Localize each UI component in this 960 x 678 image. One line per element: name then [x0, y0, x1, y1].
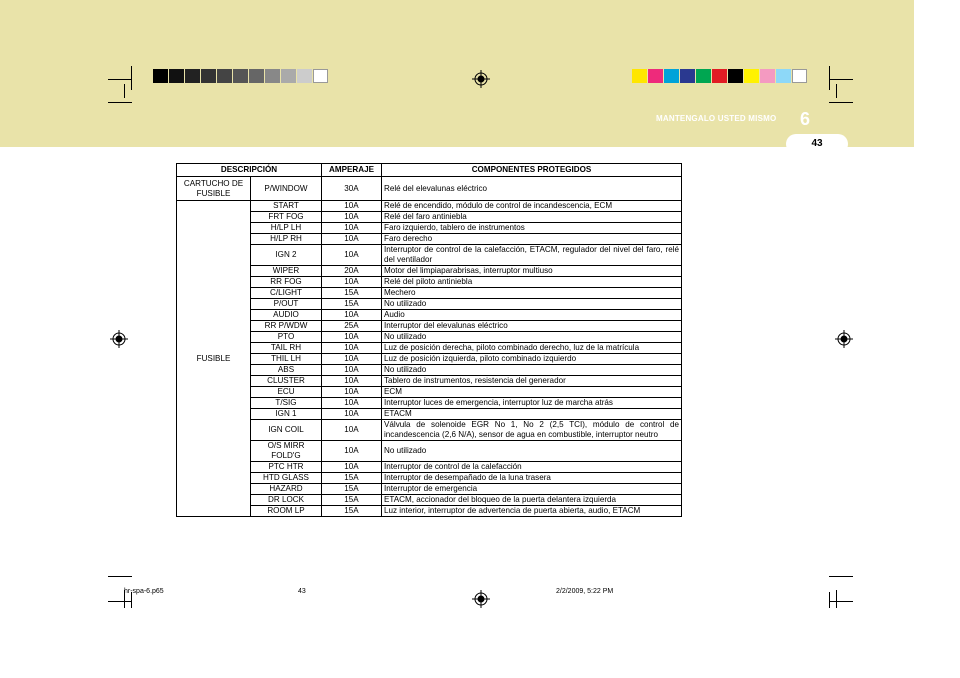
- fuse-component: No utilizado: [382, 332, 682, 343]
- fuse-amperage: 10A: [322, 354, 382, 365]
- color-swatch: [185, 69, 200, 83]
- table-row: [177, 409, 682, 420]
- table-row: [177, 387, 682, 398]
- fuse-name: START: [251, 201, 322, 212]
- fuse-name: AUDIO: [251, 310, 322, 321]
- fuse-name: FRT FOG: [251, 212, 322, 223]
- fuse-component: Relé de encendido, módulo de control de incandescencia, ECM: [382, 201, 682, 212]
- color-swatch: [776, 69, 791, 83]
- table-header-row: [177, 164, 682, 177]
- fuse-component: ETACM, accionador del bloqueo de la puerta delantera izquierda: [382, 495, 682, 506]
- fuse-amperage: 15A: [322, 484, 382, 495]
- fuse-amperage: 10A: [322, 223, 382, 234]
- table-row: [177, 299, 682, 310]
- fuse-name: H/LP RH: [251, 234, 322, 245]
- fuse-amperage: 10A: [322, 277, 382, 288]
- color-swatch: [201, 69, 216, 83]
- crop-mark: [108, 102, 132, 103]
- table-row: [177, 201, 682, 212]
- table-row: [177, 212, 682, 223]
- color-swatch: [632, 69, 647, 83]
- crop-mark: [836, 590, 837, 608]
- registration-mark-icon: [472, 70, 490, 88]
- table-row: [177, 398, 682, 409]
- fuse-amperage: 10A: [322, 343, 382, 354]
- fuse-amperage: 10A: [322, 387, 382, 398]
- page-number: 43: [811, 138, 823, 149]
- fuse-name: HTD GLASS: [251, 473, 322, 484]
- color-swatch: [696, 69, 711, 83]
- fuse-name: RR FOG: [251, 277, 322, 288]
- fuse-name: PTO: [251, 332, 322, 343]
- fuse-amperage: 10A: [322, 441, 382, 462]
- table-row: [177, 234, 682, 245]
- fuse-component: Interruptor de control de la calefacción, ETACM, regulador del nivel del faro, relé del ventilador: [382, 245, 682, 266]
- table-row: [177, 266, 682, 277]
- chapter-number: 6: [799, 109, 810, 129]
- fuse-component: Interruptor de emergencia: [382, 484, 682, 495]
- cmyk-color-bar: [632, 69, 808, 83]
- color-swatch: [712, 69, 727, 83]
- color-swatch: [297, 69, 312, 83]
- fuse-component: Tablero de instrumentos, resistencia del generador: [382, 376, 682, 387]
- crop-mark: [124, 84, 125, 98]
- color-swatch: [249, 69, 264, 83]
- fuse-component: Motor del limpiaparabrisas, interruptor multiuso: [382, 266, 682, 277]
- table-row: [177, 321, 682, 332]
- fuse-component: Luz de posición derecha, piloto combinado derecho, luz de la matrícula: [382, 343, 682, 354]
- color-swatch: [728, 69, 743, 83]
- header-componentes: COMPONENTES PROTEGIDOS: [382, 164, 682, 177]
- color-swatch: [153, 69, 168, 83]
- fuse-amperage: 10A: [322, 398, 382, 409]
- table-row: [177, 495, 682, 506]
- fuse-component: ECM: [382, 387, 682, 398]
- color-swatch: [648, 69, 663, 83]
- fuse-amperage: 10A: [322, 365, 382, 376]
- color-swatch: [792, 69, 807, 83]
- fuse-component: Luz de posición izquierda, piloto combinado izquierdo: [382, 354, 682, 365]
- fuse-name: ECU: [251, 387, 322, 398]
- fuse-component: No utilizado: [382, 441, 682, 462]
- crop-mark: [829, 66, 830, 90]
- fuse-name: RR P/WDW: [251, 321, 322, 332]
- table-row: [177, 354, 682, 365]
- fuse-name: O/S MIRR FOLD'G: [251, 441, 322, 462]
- table-row: [177, 223, 682, 234]
- fuse-component: Interruptor luces de emergencia, interruptor luz de marcha atrás: [382, 398, 682, 409]
- table-row: [177, 420, 682, 441]
- fuse-table: [176, 163, 682, 517]
- fuse-name: ABS: [251, 365, 322, 376]
- fuse-component: Interruptor de control de la calefacción: [382, 462, 682, 473]
- fuse-name: THIL LH: [251, 354, 322, 365]
- fuse-amperage: 10A: [322, 420, 382, 441]
- fuse-name: IGN COIL: [251, 420, 322, 441]
- crop-mark: [108, 79, 132, 80]
- fuse-component: ETACM: [382, 409, 682, 420]
- color-swatch: [233, 69, 248, 83]
- grayscale-color-bar: [153, 69, 329, 83]
- fuse-name: TAIL RH: [251, 343, 322, 354]
- fuse-name: IGN 1: [251, 409, 322, 420]
- fuse-component: No utilizado: [382, 299, 682, 310]
- fuse-name: ROOM LP: [251, 506, 322, 517]
- fuse-name: CLUSTER: [251, 376, 322, 387]
- table-row: [177, 473, 682, 484]
- color-swatch: [664, 69, 679, 83]
- crop-mark: [836, 84, 837, 98]
- fuse-amperage: 10A: [322, 245, 382, 266]
- fuse-name: WIPER: [251, 266, 322, 277]
- table-row: [177, 332, 682, 343]
- crop-mark: [829, 576, 853, 577]
- fuse-name: DR LOCK: [251, 495, 322, 506]
- color-swatch: [313, 69, 328, 83]
- fuse-name: P/WINDOW: [251, 177, 322, 201]
- table-row: [177, 245, 682, 266]
- fuse-amperage: 15A: [322, 288, 382, 299]
- fuse-name: HAZARD: [251, 484, 322, 495]
- fuse-amperage: 10A: [322, 212, 382, 223]
- footer-file: hr-spa-6.p65: [124, 588, 164, 595]
- fuse-amperage: 25A: [322, 321, 382, 332]
- registration-mark-icon: [472, 590, 490, 608]
- fuse-amperage: 10A: [322, 201, 382, 212]
- color-swatch: [169, 69, 184, 83]
- fuse-component: Válvula de solenoide EGR No 1, No 2 (2,5 TCI), módulo de control de incandescencia (2,6 N/A), sensor de agua en combustible, interruptor neutro: [382, 420, 682, 441]
- table-row: [177, 288, 682, 299]
- fuse-amperage: 15A: [322, 506, 382, 517]
- fusible-label: FUSIBLE: [177, 201, 251, 517]
- color-swatch: [680, 69, 695, 83]
- registration-mark-icon: [835, 330, 853, 348]
- fuse-name: H/LP LH: [251, 223, 322, 234]
- fuse-name: PTC HTR: [251, 462, 322, 473]
- fuse-amperage: 15A: [322, 473, 382, 484]
- fuse-amperage: 10A: [322, 409, 382, 420]
- header-amperaje: AMPERAJE: [322, 164, 382, 177]
- table-row: [177, 177, 682, 201]
- fuse-component: Interruptor de desempañado de la luna trasera: [382, 473, 682, 484]
- crop-mark: [829, 592, 830, 608]
- registration-mark-icon: [110, 330, 128, 348]
- crop-mark: [829, 102, 853, 103]
- crop-mark: [829, 79, 853, 80]
- fuse-name: P/OUT: [251, 299, 322, 310]
- fuse-component: Relé del piloto antiniebla: [382, 277, 682, 288]
- chapter-title: MANTENGALO USTED MISMO: [656, 114, 777, 123]
- color-swatch: [265, 69, 280, 83]
- table-row: [177, 506, 682, 517]
- footer-page: 43: [298, 588, 306, 595]
- color-swatch: [744, 69, 759, 83]
- table-row: [177, 343, 682, 354]
- table-row: [177, 441, 682, 462]
- fuse-amperage: 10A: [322, 332, 382, 343]
- color-swatch: [281, 69, 296, 83]
- fuse-name: T/SIG: [251, 398, 322, 409]
- fuse-amperage: 30A: [322, 177, 382, 201]
- color-swatch: [760, 69, 775, 83]
- fuse-component: Luz interior, interruptor de advertencia de puerta abierta, audio, ETACM: [382, 506, 682, 517]
- fuse-component: Faro derecho: [382, 234, 682, 245]
- fuse-name: IGN 2: [251, 245, 322, 266]
- cartucho-label: CARTUCHO DE FUSIBLE: [177, 177, 251, 201]
- fuse-name: C/LIGHT: [251, 288, 322, 299]
- fuse-amperage: 10A: [322, 310, 382, 321]
- fuse-amperage: 10A: [322, 234, 382, 245]
- fuse-amperage: 15A: [322, 299, 382, 310]
- fuse-component: Mechero: [382, 288, 682, 299]
- fuse-component: Interruptor del elevalunas eléctrico: [382, 321, 682, 332]
- crop-mark: [108, 601, 132, 602]
- header-descripcion: DESCRIPCIÓN: [177, 164, 322, 177]
- crop-mark: [829, 601, 853, 602]
- color-swatch: [217, 69, 232, 83]
- footer-timestamp: 2/2/2009, 5:22 PM: [556, 588, 614, 595]
- fuse-amperage: 10A: [322, 376, 382, 387]
- fuse-component: Relé del faro antiniebla: [382, 212, 682, 223]
- table-row: [177, 484, 682, 495]
- table-row: [177, 310, 682, 321]
- table-row: [177, 277, 682, 288]
- table-row: [177, 376, 682, 387]
- fuse-amperage: 10A: [322, 462, 382, 473]
- fuse-component: Relé del elevalunas eléctrico: [382, 177, 682, 201]
- fuse-component: No utilizado: [382, 365, 682, 376]
- fuse-component: Faro izquierdo, tablero de instrumentos: [382, 223, 682, 234]
- crop-mark: [108, 576, 132, 577]
- table-row: [177, 365, 682, 376]
- table-row: [177, 462, 682, 473]
- fuse-component: Audio: [382, 310, 682, 321]
- crop-mark: [131, 66, 132, 90]
- fuse-amperage: 15A: [322, 495, 382, 506]
- fuse-amperage: 20A: [322, 266, 382, 277]
